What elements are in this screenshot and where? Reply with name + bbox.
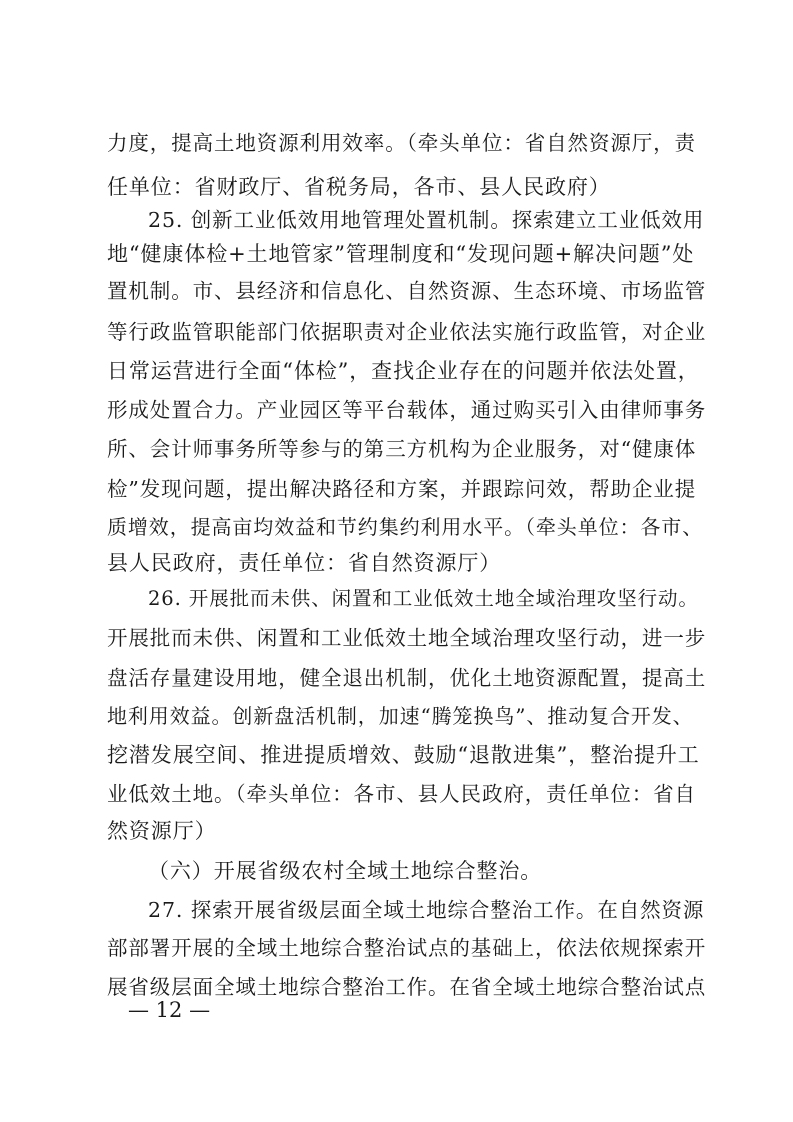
text-line: 检”发现问题，提出解决路径和方案，并跟踪问效，帮助企业提 <box>107 477 697 501</box>
text-line: 盘活存量建设用地，健全退出机制，优化土地资源配置，提高土 <box>107 666 707 690</box>
text-line: 挖潜发展空间、推进提质增效、鼓励“退散进集”，整治提升工 <box>107 743 700 767</box>
text-line: 27. 探索开展省级层面全域土地综合整治工作。在自然资源 <box>148 898 705 922</box>
section-heading: （六）开展省级农村全域土地综合整治。 <box>148 859 543 883</box>
text-line: 县人民政府，责任单位：省自然资源厅） <box>107 551 502 575</box>
text-line: 形成处置合力。产业园区等平台载体，通过购买引入由律师事务 <box>107 398 707 422</box>
text-line: 地“健康体检+土地管家”管理制度和“发现问题+解决问题”处 <box>107 242 695 266</box>
text-line: 力度，提高土地资源利用效率。（牵头单位：省自然资源厅，责 <box>107 131 696 155</box>
text-line: 业低效土地。（牵头单位：各市、县人民政府，责任单位：省自 <box>107 782 696 806</box>
text-line: 置机制。市、县经济和信息化、自然资源、生态环境、市场监管 <box>107 279 707 303</box>
text-line: 所、会计师事务所等参与的第三方机构为企业服务，对“健康体 <box>107 437 697 461</box>
text-line: 26. 开展批而未供、闲置和工业低效土地全域治理攻坚行动。 <box>148 587 699 610</box>
text-line: 开展批而未供、闲置和工业低效土地全域治理攻坚行动，进一步 <box>107 626 707 650</box>
text-line: 日常运营进行全面“体检”，查找企业存在的问题并依法处置， <box>107 359 700 383</box>
text-line: 然资源厅） <box>107 819 217 843</box>
page-number: — 12 — <box>128 998 211 1022</box>
text-line: 任单位：省财政厅、省税务局，各市、县人民政府） <box>107 175 611 199</box>
text-line: 地利用效益。创新盘活机制，加速“腾笼换鸟”、推动复合开发、 <box>107 704 694 728</box>
text-line: 25. 创新工业低效用地管理处置机制。探索建立工业低效用 <box>148 208 705 232</box>
text-line: 部部署开展的全域土地综合整治试点的基础上，依法依规探索开 <box>107 936 707 960</box>
text-line: 展省级层面全域土地综合整治工作。在省全域土地综合整治试点 <box>107 975 707 999</box>
text-line: 等行政监管职能部门依据职责对企业依法实施行政监管，对企业 <box>107 320 707 344</box>
text-line: 质增效，提高亩均效益和节约集约利用水平。（牵头单位：各市、 <box>107 515 704 539</box>
